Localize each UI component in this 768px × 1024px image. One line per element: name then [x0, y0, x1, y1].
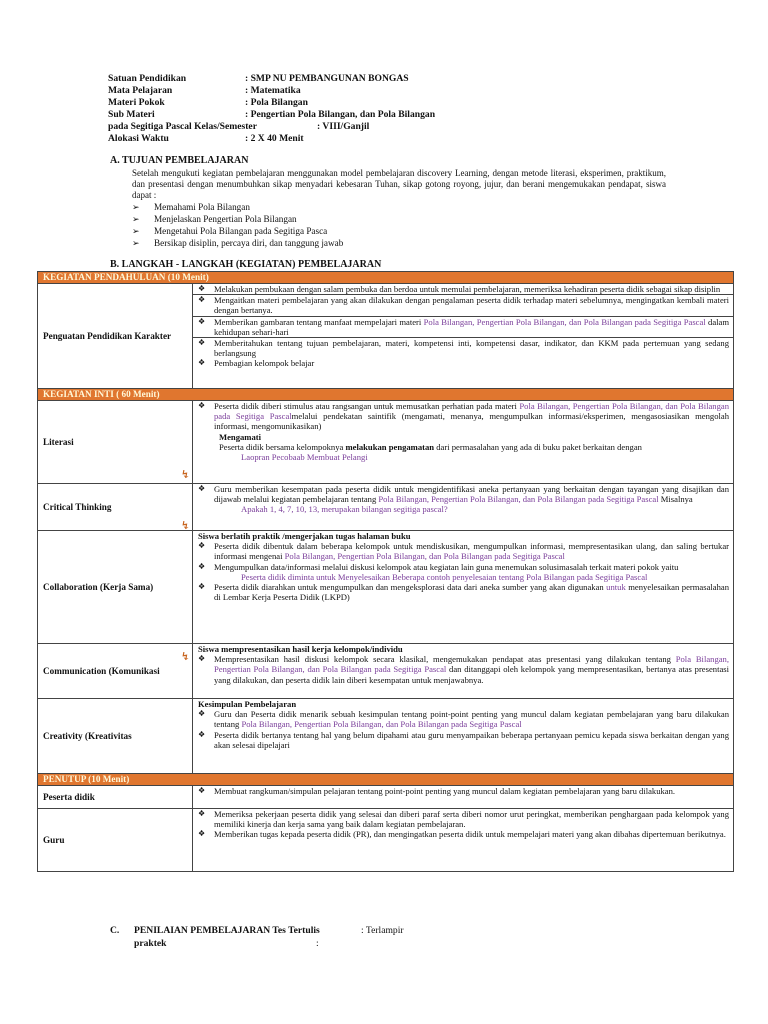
critical-cell	[193, 484, 734, 531]
diamond-bullet-icon: ❖	[198, 709, 206, 719]
bar-pendahuluan: KEGIATAN PENDAHULUAN (10 Menit)	[38, 272, 734, 284]
arrow-icon: ➢	[132, 226, 140, 236]
diamond-bullet-icon: ❖	[198, 582, 206, 592]
activities-table	[37, 271, 734, 872]
pendahuluan-cell	[193, 284, 734, 389]
header-label: Satuan Pendidikan	[108, 73, 187, 84]
list-item: ❖ Mempresentasikan hasil diskusi kelompok secara klasikal, mengemukakan pendapat atas presentasi yang dilakukan tentang Pola Bilangan, Pengertian Pola Bilangan, dan Pola Bilangan pada Segitiga Pascal dan ditanggapi oleh kelompok yang mempresentasikan, bertanya atas presentasi yang dilakukan, dan peserta didik lain diberi kesempatan untuk menjawabnya.	[198, 654, 730, 685]
list-item: ❖ Guru dan Peserta didik menarik sebuah kesimpulan tentang point-point penting yang muncul dalam kegiatan pembelajaran yang baru dilakukan tentang Pola Bilangan, Pengertian Pola Bilangan, dan Pola Bilangan pada Segitiga Pascal	[198, 709, 730, 730]
marker-icon: ↯	[180, 651, 190, 663]
marker-icon: ↯	[180, 469, 190, 481]
header-label: Mata Pelajaran	[108, 85, 173, 96]
table-row	[38, 484, 734, 531]
header-value: : 2 X 40 Menit	[245, 133, 304, 144]
header-label: pada Segitiga Pascal Kelas/Semester	[108, 121, 257, 132]
table-row	[38, 809, 734, 872]
section-c-letter: C.	[110, 925, 120, 936]
table-row	[38, 786, 734, 809]
header-value: : VIII/Ganjil	[317, 121, 370, 132]
list-item: ➢ Bersikap disiplin, percaya diri, dan tanggung jawab	[132, 238, 344, 248]
diamond-bullet-icon: ❖	[198, 401, 206, 410]
literasi-purple: Laopran Pecobaab Membuat Pelangi	[241, 452, 368, 463]
diamond-bullet-icon: ❖	[198, 786, 206, 795]
list-item: ❖ Memberikan tugas kepada peserta didik (PR), dan mengingatkan peserta didik untuk mempelajari materi yang akan dibahas dipertemuan berikutnya.	[198, 829, 726, 840]
list-item: ❖ Peserta didik diarahkan untuk mengumpulkan dan mengeksplorasi data dari aneka sumber yang akan digunakan untuk menyelesaikan permasalahan di Lembar Kerja Peserta Didik (LKPD)	[198, 582, 730, 603]
list-item: ❖ Peserta didik diberi stimulus atau rangsangan untuk memusatkan perhatian pada materi Pola Bilangan, Pengertian Pola Bilangan, dan Pola Bilangan pada Segitiga Pascalmelalui pendekatan saintifik (mengamati, menanya, mengumpulkan informasi/eksperimen, mengasosiasikan mengolah informasi, mengomunikasikan)	[198, 401, 730, 432]
table-row	[38, 699, 734, 774]
guru-cell	[193, 809, 734, 872]
section-c-title: PENILAIAN PEMBELAJARAN Tes Tertulis	[134, 925, 320, 936]
diamond-bullet-icon: ❖	[198, 338, 206, 348]
collaboration-cell	[193, 531, 734, 644]
communication-cell	[193, 644, 734, 699]
header-label: Materi Pokok	[108, 97, 165, 108]
label-creativity: Creativity (Kreativitas	[38, 699, 193, 774]
header-label: Sub Materi	[108, 109, 155, 120]
diamond-bullet-icon: ❖	[198, 829, 206, 839]
marker-icon: ↯	[180, 520, 190, 532]
arrow-icon: ➢	[132, 202, 140, 212]
diamond-bullet-icon: ❖	[198, 316, 206, 326]
list-item: ❖ Memberitahukan tentang tujuan pembelajaran, materi, kompetensi inti, kompetensi dasar, indikator, dan KKM pada pertemuan yang sedang berlangsung	[193, 337, 733, 358]
list-item: ➢ Mengetahui Pola Bilangan pada Segitiga Pasca	[132, 226, 328, 236]
header-label: Alokasi Waktu	[108, 133, 169, 144]
diamond-bullet-icon: ❖	[198, 809, 206, 818]
label-communication: Communication (Komunikasi ↯	[38, 644, 193, 699]
label-collaboration: Collaboration (Kerja Sama)	[38, 531, 193, 644]
label-critical: Critical Thinking ↯	[38, 484, 193, 531]
diamond-bullet-icon: ❖	[198, 541, 206, 551]
table-row	[38, 389, 734, 401]
section-a-paragraph: Setelah mengukuti kegiatan pembelajaran menggunakan model pembelajaran discovery Learning, dengan metode literasi, eksperimen, praktikum, dan presentasi dengan menumbuhkan sikap menyadari kebesaran Tuhan, sikap gotong royong, jujur, dan berani mengemukakan pendapat, siswa dapat :	[132, 168, 666, 200]
collaboration-subheading: Siswa berlatih praktik /mengerjakan tugas halaman buku	[198, 531, 411, 541]
header-value: : Matematika	[245, 85, 301, 96]
section-c-line2: praktek	[134, 938, 167, 949]
objectives-list	[132, 201, 343, 249]
section-c-line2-value: :	[316, 938, 319, 949]
list-item: ❖ Guru memberikan kesempatan pada peserta didik untuk mengidentifikasi aneka pertanyaan yang berkaitan dengan tayangan yang disajikan dan dijawab melalui kegiatan pembelajaran tentang Pola Bilangan, Pengertian Pola Bilangan, dan Pola Bilangan pada Segitiga Pascal Misalnya	[198, 484, 730, 505]
diamond-bullet-icon: ❖	[198, 484, 206, 493]
creativity-subheading: Kesimpulan Pembelajaran	[198, 699, 297, 709]
literasi-text: Peserta didik bersama kelompoknya melakukan pengamatan dari permasalahan yang ada di buku paket berkaitan dengan	[219, 441, 642, 452]
diamond-bullet-icon: ❖	[198, 284, 206, 293]
diamond-bullet-icon: ❖	[198, 729, 206, 739]
section-a-title: A. TUJUAN PEMBELAJARAN	[110, 155, 249, 166]
table-row	[38, 644, 734, 699]
header-value: : SMP NU PEMBANGUNAN BONGAS	[245, 73, 409, 84]
header-value: : Pola Bilangan	[245, 97, 308, 108]
label-karakter: Penguatan Pendidikan Karakter	[38, 284, 193, 389]
header-value: : Pengertian Pola Bilangan, dan Pola Bilangan	[245, 109, 436, 120]
section-c-value: : Terlampir	[361, 925, 404, 936]
label-literasi: Literasi ↯	[38, 401, 193, 484]
literasi-cell	[193, 401, 734, 484]
diamond-bullet-icon: ❖	[198, 358, 206, 368]
diamond-bullet-icon: ❖	[198, 295, 206, 305]
arrow-icon: ➢	[132, 214, 140, 224]
communication-subheading: Siswa mempresentasikan hasil kerja kelompok/individu	[198, 644, 403, 654]
table-row	[38, 284, 734, 389]
list-item: ❖ Memberikan gambaran tentang manfaat mempelajari materi Pola Bilangan, Pengertian Pola Bilangan, dan Pola Bilangan pada Segitiga Pascal dalam kehidupan sehari-hari	[193, 316, 733, 337]
collaboration-purple: Peserta didik diminta untuk Menyelesaikan Beberapa contoh penyelesaian tentang Pola Bilangan pada Segitiga Pascal	[241, 571, 648, 582]
list-item: ➢ Memahami Pola Bilangan	[132, 202, 250, 212]
list-item: ❖ Peserta didik bertanya tentang hal yang belum dipahami atau guru menyampaikan beberapa pertanyaan pemicu kepada siswa berkaitan dengan yang akan selesai dipelajari	[198, 729, 730, 750]
table-row	[38, 401, 734, 484]
diamond-bullet-icon: ❖	[198, 561, 206, 571]
list-item: ❖ Peserta didik dibentuk dalam beberapa kelompok untuk mendiskusikan, mengumpulkan informasi, mempresentasikan ulang, dan saling bertukar informasi mengenai Pola Bilangan, Pengertian Pola Bilangan, dan Pola Bilangan pada Segitiga Pascal	[198, 541, 730, 562]
list-item: ❖ Melakukan pembukaan dengan salam pembuka dan berdoa untuk memulai pembelajaran, memeriksa kehadiran peserta didik sebagai sikap disiplin	[198, 284, 721, 294]
table-row	[38, 531, 734, 644]
label-peserta: Peserta didik	[38, 786, 193, 809]
list-item: ❖ Mengumpulkan data/informasi melalui diskusi kelompok atau kegiatan lain guna menemukan solusimasalah terkait materi pokok yaitu	[198, 561, 679, 572]
diamond-bullet-icon: ❖	[198, 654, 206, 664]
creativity-cell	[193, 699, 734, 774]
section-b-title: B. LANGKAH - LANGKAH (KEGIATAN) PEMBELAJARAN	[110, 259, 382, 270]
list-item: ❖ Mengaitkan materi pembelajaran yang akan dilakukan dengan pengalaman peserta didik terhadap materi sebelumnya, mengingatkan kembali materi dengan bertanya.	[193, 294, 733, 315]
mengamati-heading: Mengamati	[219, 431, 262, 442]
critical-question: Apakah 1, 4, 7, 10, 13, merupakan bilangan segitiga pascal?	[241, 504, 448, 515]
table-row	[38, 774, 734, 786]
arrow-icon: ➢	[132, 238, 140, 248]
list-item: ❖ Membuat rangkuman/simpulan pelajaran tentang point-point penting yang muncul dalam kegiatan pembelajaran yang baru dilakukan.	[198, 786, 676, 796]
bar-inti: KEGIATAN INTI ( 60 Menit)	[38, 389, 734, 401]
list-item: ❖ Pembagian kelompok belajar	[198, 358, 315, 369]
bar-penutup: PENUTUP (10 Menit)	[38, 774, 734, 786]
table-row	[38, 272, 734, 284]
peserta-cell	[193, 786, 734, 809]
list-item: ➢ Menjelaskan Pengertian Pola Bilangan	[132, 214, 297, 224]
label-guru: Guru	[38, 809, 193, 872]
list-item: ❖ Memeriksa pekerjaan peserta didik yang selesai dan diberi paraf serta diberi nomor urut peringkat, memberikan penghargaan pada kelompok yang memiliki kinerja dan kerja sama yang baik dalam kegiatan pembelajaran.	[198, 809, 730, 830]
